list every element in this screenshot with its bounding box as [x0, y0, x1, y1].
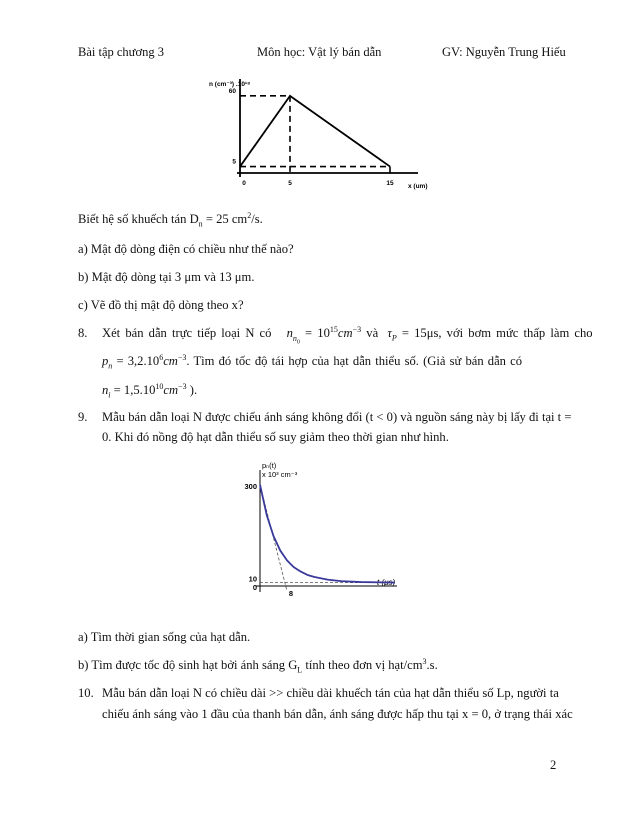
- x-tick-label: 15: [386, 180, 394, 187]
- page-number: 2: [550, 758, 557, 772]
- diffusion-text: Biết hệ số khuếch tán D: [78, 212, 199, 226]
- n-sub: n: [292, 333, 297, 343]
- ni-value: = 1,5.10: [110, 383, 156, 397]
- unit-sup: 3: [422, 656, 427, 666]
- n-sub-zero: 0: [296, 339, 300, 346]
- problem-8-number: 8.: [78, 326, 88, 340]
- y-axis-label: pₙ(t): [262, 461, 277, 470]
- question-9a: a) Tìm thời gian sống của hạt dẫn.: [78, 630, 251, 644]
- n-unit-exponent: −3: [352, 324, 362, 334]
- problem-8-line-2: [102, 352, 522, 370]
- n-unit: cm: [337, 326, 353, 340]
- x-tick-label: 5: [288, 180, 292, 187]
- y-tick-label: 60: [228, 87, 236, 95]
- question-a: a) Mật độ dòng điện có chiều như thế nào?: [78, 242, 294, 256]
- pn-unit-exponent: −3: [177, 352, 187, 362]
- problem-10-line-1: Mẫu bán dẫn loại N có chiều dài >> chiều dài khuếch tán của hạt dẫn thiểu số Lp, người ta: [102, 686, 559, 700]
- and-word: và: [366, 326, 379, 340]
- ni-unit: cm: [163, 383, 179, 397]
- n-symbol: n: [286, 326, 293, 340]
- question-9b-end: .s.: [426, 658, 438, 672]
- n-value: = 10: [299, 326, 330, 340]
- problem-9-number: 9.: [78, 410, 88, 424]
- minority-carrier-decay-chart: [228, 458, 398, 613]
- x-tick-label: 8: [288, 589, 294, 598]
- problem-9-line-1: Mẫu bán dẫn loại N được chiếu ánh sáng không đổi (t < 0) và nguồn sáng này bị lấy đi tại t =: [102, 410, 572, 424]
- problem-9-line-2: 0. Khi đó nồng độ hạt dẫn thiểu số suy giảm theo thời gian như hình.: [102, 430, 449, 444]
- y-tick-label: 5: [232, 158, 236, 166]
- pn-value: = 3,2.10: [112, 354, 160, 368]
- y-axis-unit: x 10³ cm⁻³: [262, 470, 298, 479]
- concentration-profile-chart: [195, 72, 435, 212]
- diffusion-sub: n: [198, 219, 203, 229]
- header-subject: Môn học: Vật lý bán dẫn: [257, 45, 382, 59]
- pn-symbol: p: [102, 354, 109, 368]
- diffusion-unit: /s.: [251, 212, 263, 226]
- y-axis-label: n (cm⁻³) .10¹⁸: [209, 81, 251, 88]
- pn-unit: cm: [163, 354, 178, 368]
- question-9b: [78, 656, 438, 674]
- tau-symbol: τ: [387, 326, 392, 340]
- problem-8-task: . Tìm đó tốc độ tái hợp của hạt dẫn thiểu số. (Giả sử bán dẫn có: [186, 354, 523, 368]
- x-axis-label: t (μs): [377, 578, 396, 587]
- gl-sub: L: [297, 665, 303, 675]
- problem-8-line-1: [102, 324, 593, 346]
- concentration-line: [240, 96, 390, 167]
- x-axis-label: x (um): [408, 183, 428, 190]
- y-tick-label: 0: [252, 583, 257, 592]
- pn-sub: n: [108, 361, 113, 371]
- decay-curve: [260, 485, 395, 583]
- tau-sub: P: [391, 333, 397, 343]
- diffusion-value: = 25 cm: [202, 212, 248, 226]
- problem-10-line-2: chiếu ánh sáng vào 1 đầu của thanh bán dẫn, ánh sáng được hấp thu tại x = 0, ở trạng thái xác: [102, 707, 573, 721]
- question-9b-unit: tính theo đơn vị hạt/cm: [302, 658, 423, 672]
- diffusion-sup: 2: [247, 210, 252, 220]
- tau-value: = 15μs: [396, 326, 439, 340]
- ni-sub: i: [108, 390, 111, 400]
- problem-10-number: 10.: [78, 686, 94, 700]
- ni-symbol: n: [102, 383, 109, 397]
- y-tick-label: 300: [244, 481, 257, 491]
- ni-unit-exponent: −3: [178, 381, 187, 391]
- problem-8-end: ).: [186, 383, 198, 397]
- y-tick-label: 10: [248, 574, 257, 584]
- n-exponent: 15: [329, 324, 338, 334]
- problem-8-injection: , với bơm mức thấp làm cho: [438, 326, 593, 340]
- x-tick-label: 0: [242, 180, 246, 187]
- question-9b-text: b) Tìm được tốc độ sinh hạt bởi ánh sáng G: [78, 658, 298, 672]
- header-teacher: GV: Nguyễn Trung Hiếu: [442, 45, 566, 59]
- question-b: b) Mật độ dòng tại 3 μm và 13 μm.: [78, 270, 255, 284]
- header-course-chapter: Bài tập chương 3: [78, 45, 164, 59]
- problem-8-line-3: [102, 381, 197, 399]
- diffusion-coefficient-line: [78, 210, 263, 228]
- pn-exponent: 6: [159, 352, 164, 362]
- question-c: c) Vẽ đồ thị mật độ dòng theo x?: [78, 298, 244, 312]
- problem-8-intro: Xét bán dẫn trực tiếp loại N có: [102, 326, 272, 340]
- ni-exponent: 10: [155, 381, 164, 391]
